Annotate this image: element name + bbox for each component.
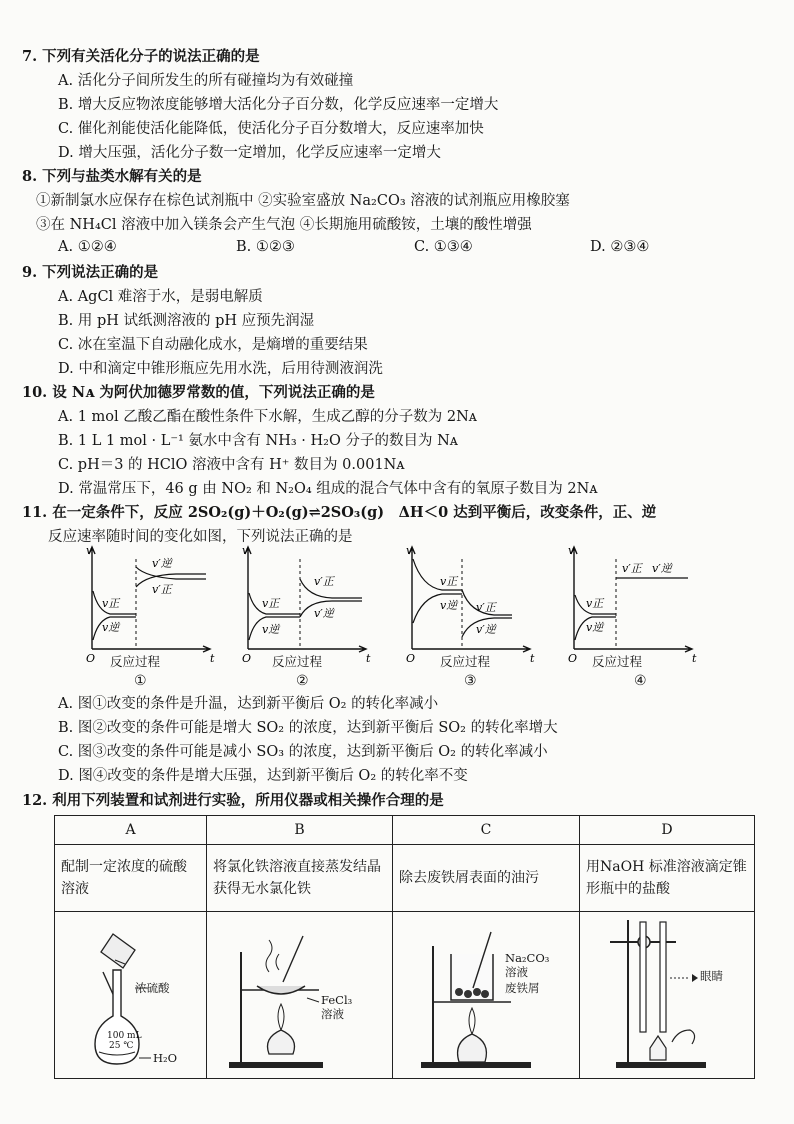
graph-4-number: ④ xyxy=(634,673,647,689)
graph-4-label-vr: v逆 xyxy=(586,621,604,634)
q10-option-a: A. 1 mol 乙酸乙酯在酸性条件下水解，生成乙醇的分子数为 2Nᴀ xyxy=(58,409,477,425)
q8-choice-b: B. ①②③ xyxy=(236,239,295,255)
header-c: C xyxy=(393,816,580,845)
header-d: D xyxy=(580,816,755,845)
graph-3-label-vf: v正 xyxy=(440,575,458,588)
graph-4-label-vr2: v′逆 xyxy=(652,562,672,575)
desc-a: 配制一定浓度的硫酸溶液 xyxy=(55,845,207,912)
graph-1-label-vr2: v′逆 xyxy=(152,557,172,570)
q9-stem: 9. 下列说法正确的是 xyxy=(22,264,159,281)
stand-base-icon xyxy=(421,1062,531,1068)
graph-2-xlabel: 反应过程 xyxy=(272,654,323,669)
graph-4-v-label: v xyxy=(568,544,575,557)
graph-1-label-vf: v正 xyxy=(102,597,120,610)
q11-option-c: C. 图③改变的条件可能是减小 SO₃ 的浓度，达到新平衡后 O₂ 的转化率减小 xyxy=(58,744,548,760)
graph-3-origin: O xyxy=(406,652,416,665)
rate-graph-3 xyxy=(406,545,536,695)
graph-4-t-label: t xyxy=(692,652,697,665)
graph-4-origin: O xyxy=(568,652,578,665)
hand-icon xyxy=(672,1030,695,1044)
label-25c: 25 ℃ xyxy=(109,1041,134,1051)
apparatus-b xyxy=(207,912,393,1079)
rate-graph-4 xyxy=(568,545,698,695)
q9-option-c: C. 冰在室温下自动融化成水，是熵增的重要结果 xyxy=(58,337,368,353)
graph-4-xlabel: 反应过程 xyxy=(592,654,643,669)
label-fecl3-solution: 溶液 xyxy=(321,1007,344,1021)
q10-option-c: C. pH＝3 的 HClO 溶液中含有 H⁺ 数目为 0.001Nᴀ xyxy=(58,457,405,473)
iron-scrap-icon xyxy=(455,988,463,996)
graph-1-label-vf2: v′正 xyxy=(152,583,172,596)
titration-illustration xyxy=(580,912,755,1076)
label-100ml: 100 mL xyxy=(107,1031,142,1041)
graph-3-number: ③ xyxy=(464,673,477,689)
vapor-icon xyxy=(266,940,279,972)
q7-option-d: D. 增大压强，活化分子数一定增加，化学反应速率一定增大 xyxy=(58,145,441,161)
rate-graph-1 xyxy=(86,545,216,695)
graph-4-label-vf: v正 xyxy=(586,597,604,610)
stand-base-icon xyxy=(616,1062,706,1068)
graph-1-xlabel: 反应过程 xyxy=(110,654,161,669)
iron-scrap-icon xyxy=(464,990,472,998)
iron-scrap-icon xyxy=(473,988,481,996)
q10-option-d: D. 常温常压下，46 g 由 NO₂ 和 N₂O₄ 组成的混合气体中含有的氧原子数目为 2Nᴀ xyxy=(58,481,598,497)
q11-stem-line2: 反应速率随时间的变化如图，下列说法正确的是 xyxy=(48,529,353,545)
graph-2-label-vf: v正 xyxy=(262,597,280,610)
alcohol-lamp-icon xyxy=(458,1034,487,1062)
graph-2-origin: O xyxy=(242,652,252,665)
graph-1-y-axis xyxy=(89,547,95,649)
apparatus-c xyxy=(393,912,580,1079)
q8-choice-c: C. ①③④ xyxy=(414,239,473,255)
eye-icon xyxy=(692,974,698,982)
rate-graph-2 xyxy=(242,545,372,695)
apparatus-a xyxy=(55,912,207,1079)
graph-2-label-vf2: v′正 xyxy=(314,575,334,588)
label-water: H₂O xyxy=(153,1051,178,1065)
q10-option-b: B. 1 L 1 mol · L⁻¹ 氨水中含有 NH₃ · H₂O 分子的数目为 Nᴀ xyxy=(58,433,458,449)
q8-choice-a: A. ①②④ xyxy=(58,239,117,255)
evaporating-dish-illustration xyxy=(207,912,393,1076)
stirring-rod-icon xyxy=(283,936,303,982)
graph-3-t-label: t xyxy=(530,652,535,665)
q12-stem: 12. 利用下列装置和试剂进行实验，所用仪器或相关操作合理的是 xyxy=(22,792,444,809)
q8-stem: 8. 下列与盐类水解有关的是 xyxy=(22,168,202,185)
label-iron-scrap: 废铁屑 xyxy=(505,981,540,995)
graph-3-label-vr: v逆 xyxy=(440,599,458,612)
graph-1-number: ① xyxy=(134,673,147,689)
flame-icon xyxy=(469,1008,475,1034)
fecl3-pointer-line xyxy=(307,998,319,1002)
graph-1-v-label: v xyxy=(86,544,93,557)
label-na2co3-solution: 溶液 xyxy=(505,965,528,979)
q8-choice-d: D. ②③④ xyxy=(590,239,650,255)
q7-option-c: C. 催化剂能使活化能降低，使活化分子百分数增大，反应速率加快 xyxy=(58,121,484,137)
q8-items-line1: ①新制氯水应保存在棕色试剂瓶中 ②实验室盛放 Na₂CO₃ 溶液的试剂瓶应用橡胶塞 xyxy=(36,193,570,209)
apparatus-table xyxy=(54,815,755,1079)
apparatus-header-row xyxy=(55,816,755,845)
q9-option-d: D. 中和滴定中锥形瓶应先用水洗，后用待测液润洗 xyxy=(58,361,383,377)
q11-stem-line1: 11. 在一定条件下，反应 2SO₂(g)＋O₂(g)⇌2SO₃(g) ΔH＜0 达到平衡后，改变条件，正、逆 xyxy=(22,504,657,521)
desc-d: 用NaOH 标准溶液滴定锥形瓶中的盐酸 xyxy=(580,845,755,912)
graph-1-t-label: t xyxy=(210,652,215,665)
graph-3-label-vf2: v′正 xyxy=(476,601,496,614)
q7-stem: 7. 下列有关活化分子的说法正确的是 xyxy=(22,48,260,65)
graph-3-label-vr2: v′逆 xyxy=(476,623,496,636)
header-b: B xyxy=(207,816,393,845)
header-a: A xyxy=(55,816,207,845)
graph-2-label-vr: v逆 xyxy=(262,623,280,636)
desc-c: 除去废铁屑表面的油污 xyxy=(393,845,580,912)
burette-left-icon xyxy=(640,922,646,1032)
flame-icon xyxy=(278,1004,284,1030)
conical-flask-icon xyxy=(650,1036,666,1060)
q11-option-b: B. 图②改变的条件可能是增大 SO₂ 的浓度，达到新平衡后 SO₂ 的转化率增大 xyxy=(58,720,558,736)
beaker-pouring-icon xyxy=(101,934,135,968)
graph-2-label-vr2: v′逆 xyxy=(314,607,334,620)
q11-option-d: D. 图④改变的条件是增大压强，达到新平衡后 O₂ 的转化率不变 xyxy=(58,768,468,784)
graph-4-label-vf2: v′正 xyxy=(622,562,642,575)
q9-option-b: B. 用 pH 试纸测溶液的 pH 应预先润湿 xyxy=(58,313,315,329)
beaker-heating-illustration xyxy=(393,912,580,1076)
q10-stem: 10. 设 Nᴀ 为阿伏加德罗常数的值，下列说法正确的是 xyxy=(22,384,375,401)
alcohol-lamp-icon xyxy=(268,1030,295,1054)
desc-b: 将氯化铁溶液直接蒸发结晶获得无水氯化铁 xyxy=(207,845,393,912)
iron-scrap-icon xyxy=(481,990,489,998)
evaporating-dish-icon xyxy=(257,986,305,994)
apparatus-desc-row xyxy=(55,845,755,912)
label-fecl3: FeCl₃ xyxy=(321,993,353,1007)
apparatus-image-row xyxy=(55,912,755,1079)
stand-base-icon xyxy=(229,1062,323,1068)
label-eye: 眼睛 xyxy=(700,969,723,983)
label-conc-sulfuric-acid: 浓硫酸 xyxy=(135,981,170,995)
label-na2co3: Na₂CO₃ xyxy=(505,951,550,965)
apparatus-d xyxy=(580,912,755,1079)
graph-3-xlabel: 反应过程 xyxy=(440,654,491,669)
q7-option-b: B. 增大反应物浓度能够增大活化分子百分数，化学反应速率一定增大 xyxy=(58,97,499,113)
q9-option-a: A. AgCl 难溶于水，是弱电解质 xyxy=(58,289,263,305)
graph-1-label-vr: v逆 xyxy=(102,621,120,634)
q8-items-line2: ③在 NH₄Cl 溶液中加入镁条会产生气泡 ④长期施用硫酸铵，土壤的酸性增强 xyxy=(36,217,532,233)
graph-3-v-label: v xyxy=(406,544,413,557)
q11-option-a: A. 图①改变的条件是升温，达到新平衡后 O₂ 的转化率减小 xyxy=(58,696,439,712)
graph-2-number: ② xyxy=(296,673,309,689)
graph-2-t-label: t xyxy=(366,652,371,665)
graph-2-v-label: v xyxy=(242,544,249,557)
graph-1-origin: O xyxy=(86,652,96,665)
q7-option-a: A. 活化分子间所发生的所有碰撞均为有效碰撞 xyxy=(58,73,354,89)
burette-right-icon xyxy=(660,922,666,1032)
